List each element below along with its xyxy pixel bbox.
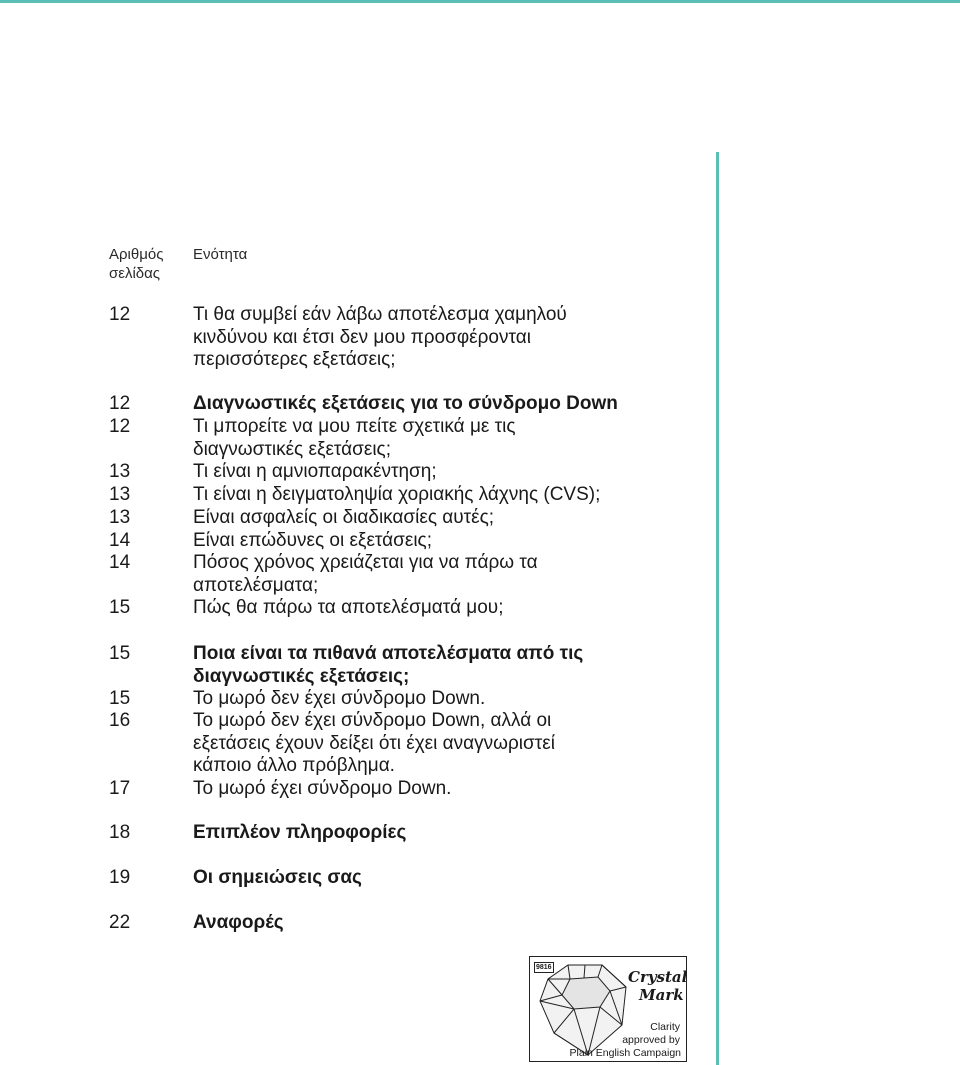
toc-section-title <box>193 778 673 801</box>
toc-page-number: 14 <box>109 530 131 551</box>
toc-page-number: 18 <box>109 822 131 843</box>
toc-page-number: 12 <box>109 416 131 437</box>
toc-title-line: αποτελέσματα; <box>193 574 319 596</box>
toc-title-line: Πόσος χρόνος χρειάζεται για να πάρω τα <box>193 552 538 573</box>
page-number-column-header: Αριθμός σελίδας <box>109 246 164 282</box>
toc-section-title <box>193 416 673 461</box>
toc-title-line: Το μωρό δεν έχει σύνδρομο Down, αλλά οι <box>193 710 552 731</box>
side-accent-rule <box>716 152 719 1065</box>
top-accent-rule <box>0 0 960 3</box>
toc-section-title <box>193 530 673 553</box>
logo-code: 9816 <box>536 964 552 971</box>
logo-campaign: Plain English Campaign <box>569 1047 681 1059</box>
toc-page-number: 13 <box>109 484 131 505</box>
logo-word-mark: Mark <box>639 986 684 1004</box>
toc-title-line: Οι σημειώσεις σας <box>193 867 362 888</box>
toc-title-line: διαγνωστικές εξετάσεις; <box>193 665 410 687</box>
toc-title-line: Είναι ασφαλείς οι διαδικασίες αυτές; <box>193 507 495 528</box>
toc-title-line: Τι είναι η δειγματοληψία χοριακής λάχνης (CVS); <box>193 484 601 505</box>
toc-section-title <box>193 304 673 372</box>
toc-title-line: κινδύνου και έτσι δεν μου προσφέρονται <box>193 326 531 348</box>
toc-page-number: 19 <box>109 867 131 888</box>
toc-section-title <box>193 552 673 597</box>
toc-page-number: 13 <box>109 507 131 528</box>
toc-page-number: 13 <box>109 461 131 482</box>
toc-section-title <box>193 507 673 530</box>
toc-page-number: 16 <box>109 710 131 731</box>
toc-section-title <box>193 867 673 890</box>
toc-title-line: διαγνωστικές εξετάσεις; <box>193 438 391 460</box>
toc-title-line: Πώς θα πάρω τα αποτελέσματά μου; <box>193 597 504 618</box>
toc-page-number: 12 <box>109 304 131 325</box>
toc-title-line: Διαγνωστικές εξετάσεις για το σύνδρομο Down <box>193 393 618 414</box>
toc-page-number: 14 <box>109 552 131 573</box>
logo-approved-by: approved by <box>622 1034 680 1046</box>
toc-section-title <box>193 710 673 778</box>
toc-title-line: εξετάσεις έχουν δείξει ότι έχει αναγνωριστεί <box>193 732 555 754</box>
toc-title-line: περισσότερες εξετάσεις; <box>193 349 396 371</box>
toc-title-line: Τι είναι η αμνιοπαρακέντηση; <box>193 461 437 482</box>
toc-title-line: Τι μπορείτε να μου πείτε σχετικά με τις <box>193 416 516 437</box>
toc-section-title <box>193 688 673 711</box>
toc-title-line: Το μωρό δεν έχει σύνδρομο Down. <box>193 688 486 709</box>
toc-title-line: Επιπλέον πληροφορίες <box>193 822 407 843</box>
toc-title-line: Αναφορές <box>193 912 284 933</box>
toc-section-title <box>193 484 673 507</box>
toc-section-title <box>193 597 673 620</box>
toc-title-line: κάποιο άλλο πρόβλημα. <box>193 755 395 777</box>
toc-section-title <box>193 643 673 688</box>
section-column-header: Ενότητα <box>193 246 248 263</box>
toc-section-title <box>193 822 673 845</box>
toc-section-title <box>193 461 673 484</box>
toc-title-line: Ποια είναι τα πιθανά αποτελέσματα από τις <box>193 643 584 664</box>
toc-title-line: Το μωρό έχει σύνδρομο Down. <box>193 778 452 799</box>
logo-clarity: Clarity <box>650 1021 680 1033</box>
toc-section-title <box>193 393 673 416</box>
crystal-mark-logo <box>529 956 687 1062</box>
toc-page-number: 22 <box>109 912 131 933</box>
toc-title-line: Είναι επώδυνες οι εξετάσεις; <box>193 530 432 551</box>
toc-page-number: 12 <box>109 393 131 414</box>
toc-title-line: Τι θα συμβεί εάν λάβω αποτέλεσμα χαμηλού <box>193 304 567 325</box>
toc-page-number: 15 <box>109 643 131 664</box>
toc-page-number: 15 <box>109 597 131 618</box>
toc-page-number: 15 <box>109 688 131 709</box>
logo-word-crystal: Crystal <box>628 968 688 986</box>
toc-page-number: 17 <box>109 778 131 799</box>
toc-section-title <box>193 912 673 935</box>
